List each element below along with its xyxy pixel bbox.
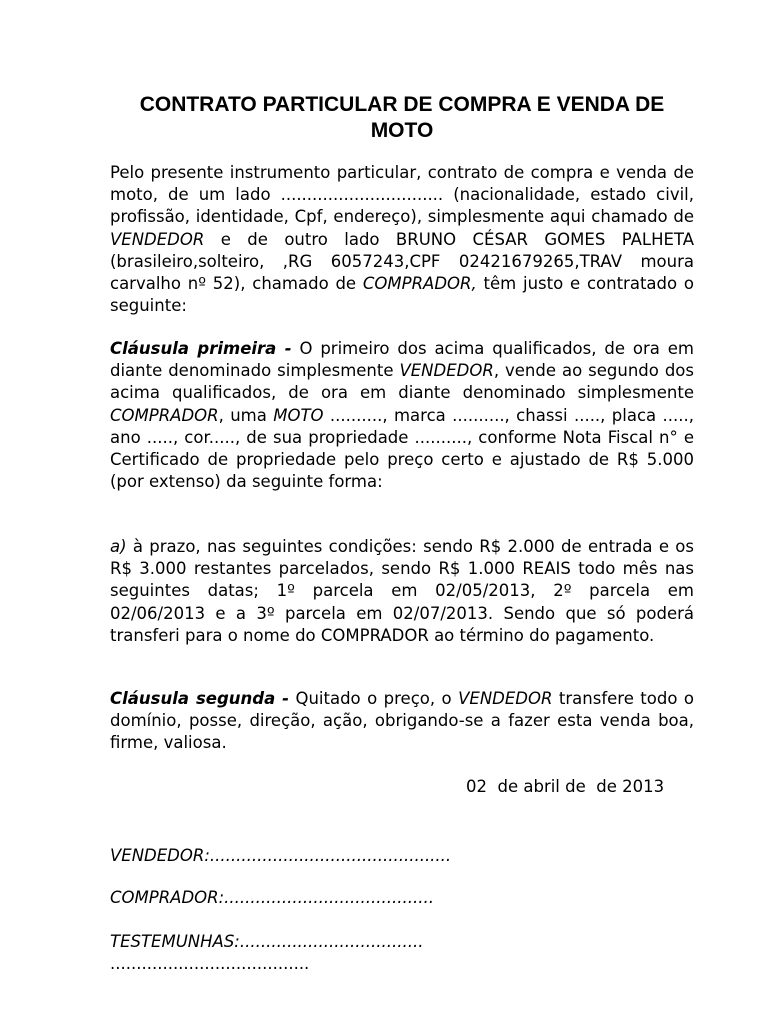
- clause-one-paragraph: [110, 338, 694, 493]
- clause-one-text-4: .........., marca .........., chassi ....., placa ....., ano ....., cor....., de sua propriedade .........., conforme Nota Fiscal n° e Certificado de propriedade pelo preço certo e ajustado de R$ 5.000 (por extenso) da seguinte forma:: [110, 405, 694, 492]
- contract-date: 02 de abril de de 2013: [466, 777, 665, 796]
- intro-vendedor: VENDEDOR: [110, 229, 205, 249]
- clause-one-moto: MOTO: [273, 405, 324, 425]
- clause-two-heading: Cláusula segunda -: [110, 689, 290, 708]
- clause-two-text-2: transfere todo o domínio, posse, direção, ação, obrigando-se a fazer esta venda boa, firme, valiosa.: [110, 689, 694, 753]
- clause-one-text-3: , uma: [218, 405, 274, 425]
- intro-text-3: têm justo e contratado o seguinte:: [110, 274, 694, 316]
- intro-text-1: Pelo presente instrumento particular, contrato de compra e venda de moto, de um lado ............................... (nacionalidade, estado civil, profissão, identidade, Cpf, endereço), simplesmente aqui chamado de: [110, 163, 694, 227]
- item-a-paragraph: [110, 536, 694, 647]
- clause-one-vendedor: VENDEDOR: [399, 361, 494, 381]
- vendedor-signature-line: VENDEDOR:..............................................: [110, 846, 452, 865]
- intro-paragraph: [110, 162, 694, 317]
- testemunhas-second-line: ......................................: [110, 954, 310, 973]
- clause-one-heading: Cláusula primeira -: [110, 339, 292, 358]
- clause-one-text-2: , vende ao segundo dos acima qualificados, de ora em diante denominado simplesmente: [110, 361, 694, 403]
- clause-one-comprador: COMPRADOR: [110, 405, 219, 425]
- intro-text-2: e de outro lado BRUNO CÉSAR GOMES PALHETA (brasileiro,solteiro, ,RG 6057243,CPF 02421679265,TRAV moura carvalho nº 52), chamado de: [110, 229, 694, 294]
- testemunhas-signature-line: TESTEMUNHAS:...................................: [110, 932, 424, 951]
- intro-comprador: COMPRADOR,: [362, 274, 477, 294]
- item-a-text: à prazo, nas seguintes condições: sendo R$ 2.000 de entrada e os R$ 3.000 restantes parcelados, sendo R$ 1.000 REAIS todo mês nas seguintes datas; 1º parcela em 02/05/2013, 2º parcela em 02/06/2013 e a 3º parcela em 02/07/2013. Sendo que só poderá transferi para o nome do COMPRADOR ao término do pagamento.: [110, 537, 694, 645]
- clause-one-text-1: O primeiro dos acima qualificados, de ora em diante denominado simplesmente: [110, 339, 695, 381]
- comprador-signature-line: COMPRADOR:........................................: [110, 888, 434, 907]
- clause-two-paragraph: [110, 688, 694, 755]
- document-title: CONTRATO PARTICULAR DE COMPRA E VENDA DE MOTO: [139, 93, 665, 142]
- item-a-label: a): [110, 537, 127, 556]
- clause-two-text-1: Quitado o preço, o: [289, 689, 459, 708]
- clause-two-vendedor: VENDEDOR: [458, 689, 553, 708]
